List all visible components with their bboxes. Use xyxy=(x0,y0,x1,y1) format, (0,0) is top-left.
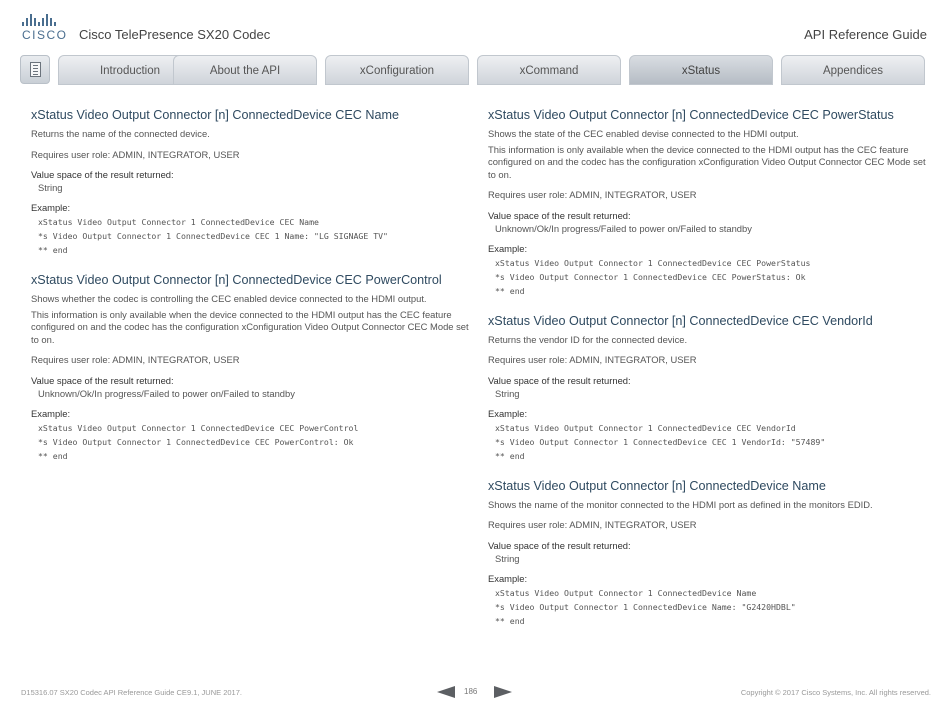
example-response: *s Video Output Connector 1 ConnectedDevice Name: "G2420HDBL" xyxy=(495,601,796,612)
example-command: xStatus Video Output Connector 1 ConnectedDevice CEC PowerControl xyxy=(38,422,359,433)
toc-button[interactable] xyxy=(20,55,50,84)
section-title: xStatus Video Output Connector [n] ConnectedDevice Name xyxy=(488,478,826,493)
section-description: Returns the vendor ID for the connected device. xyxy=(488,333,688,345)
guide-title: API Reference Guide xyxy=(804,27,927,42)
tab-appendices[interactable]: Appendices xyxy=(781,55,925,85)
example-end: ** end xyxy=(495,450,525,461)
nav-tabs xyxy=(20,55,930,85)
role-text: Requires user role: ADMIN, INTEGRATOR, USER xyxy=(488,519,697,530)
example-response: *s Video Output Connector 1 ConnectedDevice CEC PowerStatus: Ok xyxy=(495,271,806,282)
example-label: Example: xyxy=(488,407,528,419)
value-space-label: Value space of the result returned: xyxy=(31,374,174,386)
role-text: Requires user role: ADMIN, INTEGRATOR, USER xyxy=(31,354,240,365)
example-command: xStatus Video Output Connector 1 ConnectedDevice CEC VendorId xyxy=(495,422,796,433)
page-number: 186 xyxy=(464,687,478,696)
page-footer xyxy=(0,682,950,702)
product-title: Cisco TelePresence SX20 Codec xyxy=(79,27,271,42)
section-cec-powercontrol xyxy=(31,273,471,463)
value-space: Unknown/Ok/In progress/Failed to power on/Failed to standby xyxy=(38,387,295,399)
value-space: String xyxy=(495,552,520,564)
section-title: xStatus Video Output Connector [n] ConnectedDevice CEC Name xyxy=(31,108,399,122)
left-column xyxy=(31,108,471,479)
section-description: Shows whether the codec is controlling the CEC enabled device connected to the HDMI output. xyxy=(31,293,427,304)
section-title: xStatus Video Output Connector [n] ConnectedDevice CEC VendorId xyxy=(488,313,873,328)
section-note: This information is only available when the device connected to the HDMI output has the CEC feature configured on and the codec has the configuration xConfiguration Video Output Connector CEC Mode set to on. xyxy=(31,308,469,345)
example-end: ** end xyxy=(495,615,525,626)
document-id: D15316.07 SX20 Codec API Reference Guide CE9.1, JUNE 2017. xyxy=(21,688,242,697)
section-cec-vendorid xyxy=(488,314,928,463)
example-command: xStatus Video Output Connector 1 ConnectedDevice CEC Name xyxy=(38,217,319,227)
example-label: Example: xyxy=(31,202,71,213)
role-text: Requires user role: ADMIN, INTEGRATOR, USER xyxy=(488,189,697,200)
document-icon xyxy=(30,62,41,77)
value-space-label: Value space of the result returned: xyxy=(31,169,174,180)
tab-introduction[interactable]: Introduction xyxy=(58,55,202,85)
previous-page-arrow-icon[interactable] xyxy=(437,686,455,698)
right-column xyxy=(488,108,928,644)
value-space-label: Value space of the result returned: xyxy=(488,539,631,551)
section-description: Shows the name of the monitor connected to the HDMI port as defined in the monitors EDID. xyxy=(488,498,873,510)
section-cec-name xyxy=(31,108,471,257)
cisco-logo-text: CISCO xyxy=(22,28,68,42)
section-description: Shows the state of the CEC enabled devise connected to the HDMI output. xyxy=(488,128,799,139)
example-label: Example: xyxy=(31,407,71,419)
cisco-logo-bars-icon xyxy=(22,14,64,26)
section-title: xStatus Video Output Connector [n] ConnectedDevice CEC PowerControl xyxy=(31,273,442,287)
cisco-logo xyxy=(22,14,68,42)
value-space: String xyxy=(38,182,63,193)
tab-xconfiguration[interactable]: xConfiguration xyxy=(325,55,469,85)
example-response: *s Video Output Connector 1 ConnectedDevice CEC 1 Name: "LG SIGNAGE TV" xyxy=(38,231,388,241)
value-space-label: Value space of the result returned: xyxy=(488,374,631,386)
value-space: String xyxy=(495,387,520,399)
example-label: Example: xyxy=(488,242,528,254)
example-command: xStatus Video Output Connector 1 ConnectedDevice Name xyxy=(495,587,757,598)
example-end: ** end xyxy=(38,450,68,461)
copyright: Copyright © 2017 Cisco Systems, Inc. All rights reserved. xyxy=(740,688,931,697)
section-note: This information is only available when the device connected to the HDMI output has the CEC feature configured on and the codec has the configuration xConfiguration Video Output Connector CEC Mode set to on. xyxy=(488,143,926,180)
value-space-label: Value space of the result returned: xyxy=(488,209,631,221)
tab-about-the-api[interactable]: About the API xyxy=(173,55,317,85)
example-end: ** end xyxy=(495,285,525,296)
example-label: Example: xyxy=(488,572,528,584)
page-header xyxy=(0,0,950,50)
section-connecteddevice-name xyxy=(488,479,928,628)
section-title: xStatus Video Output Connector [n] ConnectedDevice CEC PowerStatus xyxy=(488,108,894,122)
role-text: Requires user role: ADMIN, INTEGRATOR, USER xyxy=(31,148,240,160)
tab-xstatus[interactable]: xStatus xyxy=(629,55,773,85)
example-end: ** end xyxy=(38,245,68,255)
value-space: Unknown/Ok/In progress/Failed to power on/Failed to standby xyxy=(495,222,752,234)
example-command: xStatus Video Output Connector 1 ConnectedDevice CEC PowerStatus xyxy=(495,257,811,268)
example-response: *s Video Output Connector 1 ConnectedDevice CEC 1 VendorId: "57489" xyxy=(495,436,826,447)
next-page-arrow-icon[interactable] xyxy=(494,686,512,698)
example-response: *s Video Output Connector 1 ConnectedDevice CEC PowerControl: Ok xyxy=(38,436,354,447)
role-text: Requires user role: ADMIN, INTEGRATOR, USER xyxy=(488,354,697,365)
section-description: Returns the name of the connected device. xyxy=(31,128,210,139)
tab-xcommand[interactable]: xCommand xyxy=(477,55,621,85)
section-cec-powerstatus xyxy=(488,108,928,298)
